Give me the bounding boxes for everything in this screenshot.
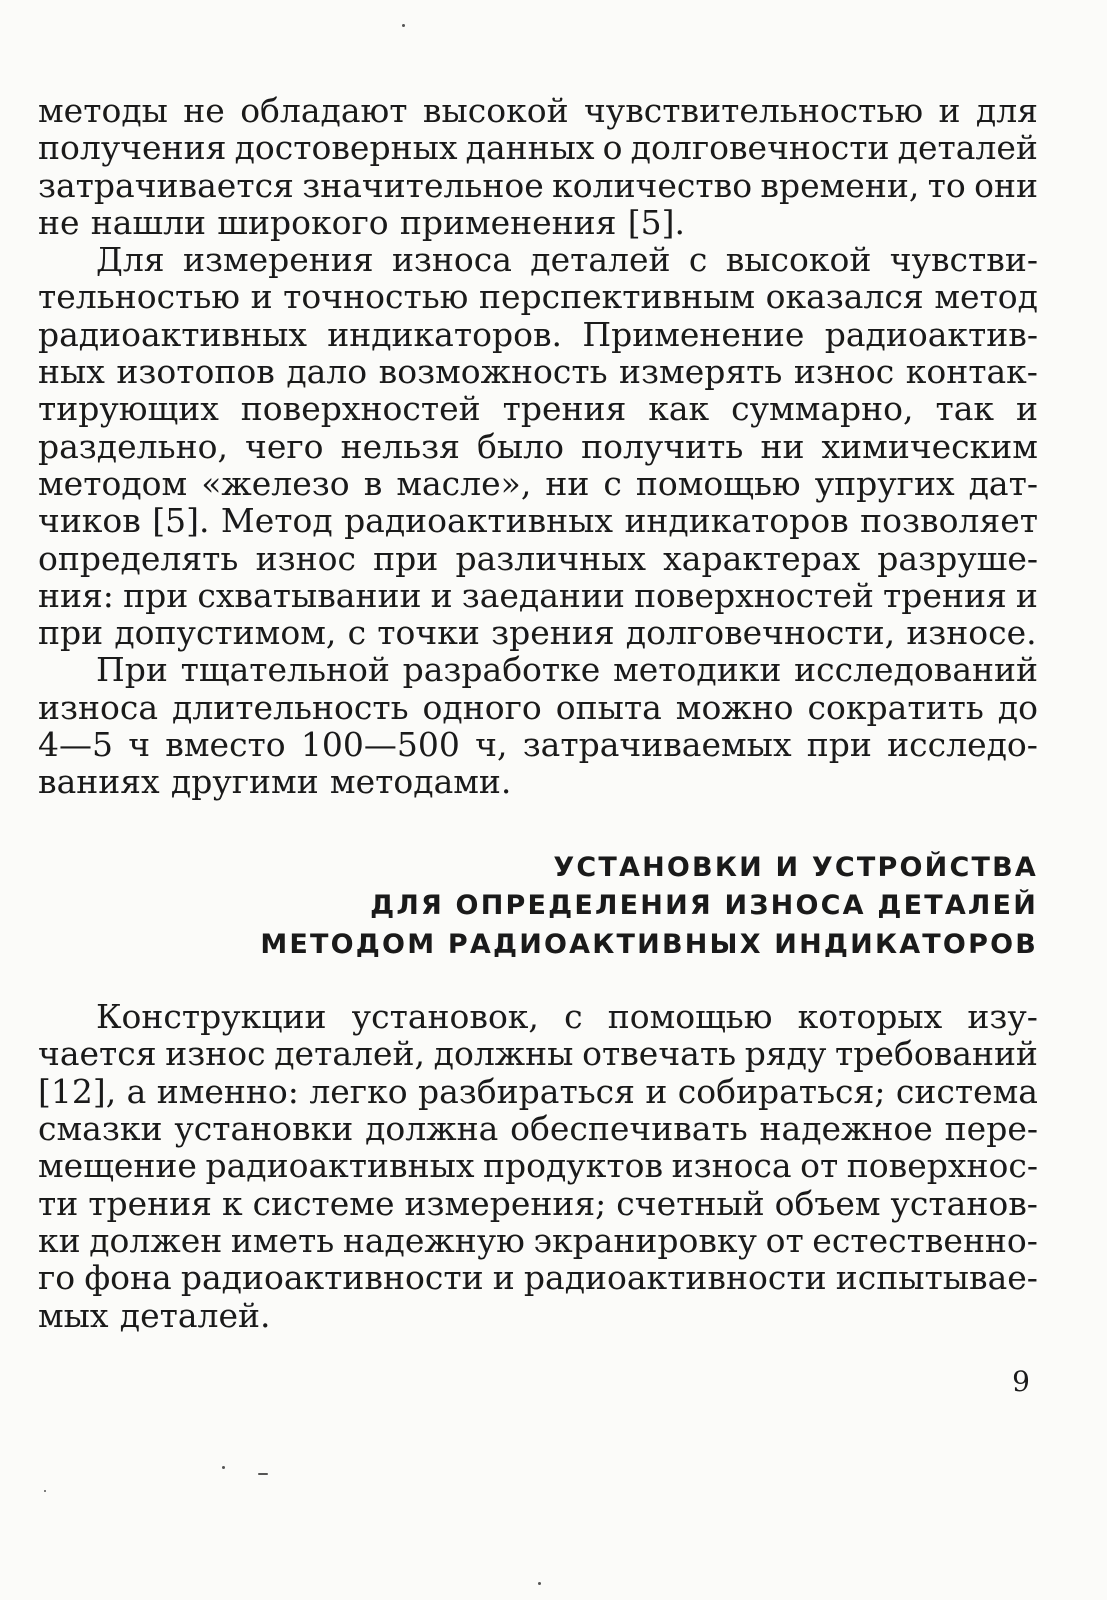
word: применения (399, 202, 617, 242)
word: получения (38, 128, 227, 168)
word: для (975, 91, 1038, 130)
text-line (38, 316, 1038, 353)
word: методики (613, 650, 782, 690)
word: отвечать (582, 1034, 737, 1074)
word: долговечности, (625, 613, 896, 653)
word: количество (552, 165, 753, 205)
word: Метод (220, 501, 333, 541)
word: установки (174, 1109, 354, 1149)
word: деталей, (274, 1034, 425, 1074)
word: система (895, 1071, 1038, 1111)
word: чиков (38, 501, 141, 541)
word: деталей. (119, 1295, 271, 1335)
word: сократить (807, 687, 984, 727)
word: методами. (329, 762, 512, 802)
word: как (648, 389, 710, 429)
text-line (38, 726, 1038, 763)
word: и (1015, 389, 1038, 429)
word: мых (38, 1295, 109, 1335)
text-line (38, 465, 1038, 502)
word: затрачиваемых (522, 725, 792, 765)
word: смазки (38, 1109, 163, 1149)
word: радиоактивных (205, 1146, 475, 1186)
word: о (602, 128, 623, 168)
text-line (38, 998, 1038, 1035)
word: характерах (663, 538, 861, 578)
text-line (38, 1297, 1038, 1334)
word: значительное (302, 165, 544, 205)
word: собираться; (677, 1071, 886, 1111)
word: с (347, 613, 367, 653)
text-line (38, 353, 1038, 390)
word: помощью (607, 997, 773, 1037)
word: схватывании (197, 575, 422, 615)
word: ч, (475, 725, 508, 765)
word: и (430, 575, 453, 615)
paragraph (38, 651, 1038, 800)
word: обладают (240, 91, 408, 130)
word: тщательной (180, 650, 390, 690)
word: при (373, 538, 439, 578)
paragraph (38, 92, 1038, 241)
word: возможность (378, 352, 608, 392)
word: нельзя (340, 426, 460, 466)
word: разработке (402, 650, 601, 690)
word: с (564, 997, 583, 1037)
text-line (38, 204, 1038, 241)
word: износа (391, 240, 512, 280)
word: испытывае- (835, 1258, 1038, 1298)
word: деталей (897, 128, 1038, 168)
word: Применение (582, 314, 805, 354)
word: до (997, 687, 1038, 727)
word: экранировку (533, 1220, 757, 1260)
word: ряду (744, 1034, 827, 1074)
word: высокой (725, 240, 872, 280)
word: износе. (906, 613, 1037, 653)
word: от (800, 1146, 839, 1186)
text-line (38, 1147, 1038, 1184)
word: измерять (619, 352, 783, 392)
word: изу- (967, 997, 1038, 1037)
word: было (477, 426, 564, 466)
page-body (38, 92, 1038, 1334)
word: позволяет (860, 501, 1038, 541)
word: допустимом, (114, 613, 337, 653)
word: счетный (616, 1183, 765, 1223)
word: методом (38, 463, 188, 503)
text-line (38, 540, 1038, 577)
word: и (645, 1071, 668, 1111)
word: не (38, 202, 80, 242)
word: упругих (814, 463, 955, 503)
word: точностью (283, 277, 469, 317)
text-line (38, 129, 1038, 166)
word: вместо (165, 725, 286, 765)
word: и (1015, 575, 1038, 615)
word: износ (255, 538, 356, 578)
word: ти (38, 1183, 79, 1223)
word: радиоактивности (523, 1258, 827, 1298)
word: ни (545, 463, 590, 503)
word: нашли (90, 202, 207, 242)
scan-speck (402, 24, 405, 27)
word: индикаторов (624, 501, 849, 541)
word: мещение (38, 1146, 197, 1186)
word: и (250, 277, 273, 317)
word: ваниях (38, 762, 160, 802)
word: исследований (794, 650, 1038, 690)
word: износ (165, 1034, 266, 1074)
text-line (38, 689, 1038, 726)
page-number: 9 (1012, 1365, 1030, 1398)
text-line (38, 390, 1038, 427)
word: износа (38, 687, 159, 727)
word: они (974, 165, 1038, 205)
word: радиоактив- (824, 314, 1038, 354)
word: Для (96, 240, 165, 280)
word: радиоактивных (344, 501, 614, 541)
paragraph (38, 998, 1038, 1334)
word: разруше- (877, 538, 1038, 578)
text-line (38, 763, 1038, 800)
word: трения (883, 575, 1007, 615)
word: тельностью (38, 277, 241, 317)
word: получить (581, 426, 744, 466)
word: радиоактивности (180, 1258, 484, 1298)
text-section-bottom (38, 998, 1038, 1334)
word: надежное (759, 1109, 933, 1149)
word: обеспечивать (510, 1109, 748, 1149)
word: продуктов (482, 1146, 664, 1186)
word: заедании (461, 575, 625, 615)
word: которых (797, 997, 943, 1037)
word: суммарно, (731, 389, 914, 429)
word: [5]. (627, 202, 685, 242)
text-line (38, 651, 1038, 688)
word: широкого (217, 202, 389, 242)
word: дало (286, 352, 368, 392)
word: разбираться (418, 1071, 635, 1111)
heading-line: МЕТОДОМ РАДИОАКТИВНЫХ ИНДИКАТОРОВ (260, 928, 1038, 960)
word: ния: (38, 575, 114, 615)
word: фона (84, 1258, 172, 1298)
word: Конструкции (96, 997, 327, 1037)
word: измерения; (404, 1183, 607, 1223)
text-line (38, 502, 1038, 539)
word: [12], (38, 1071, 117, 1111)
text-line (38, 1222, 1038, 1259)
word: именно: (156, 1071, 299, 1111)
word: установ- (890, 1183, 1038, 1223)
word: при (123, 575, 189, 615)
word: ни (760, 426, 805, 466)
text-line (38, 1110, 1038, 1147)
word: можно (675, 687, 794, 727)
word: иметь (230, 1220, 335, 1260)
word: поверхностей (240, 389, 481, 429)
text-line (38, 167, 1038, 204)
text-line (38, 241, 1038, 278)
word: изотопов (116, 352, 275, 392)
word: чувстви- (889, 240, 1038, 280)
word: измерения (182, 240, 374, 280)
word: поверхностей (634, 575, 874, 615)
word: с (688, 240, 708, 280)
word: чается (38, 1034, 157, 1074)
word: ных (38, 352, 105, 392)
word: определять (38, 538, 239, 578)
word: и (938, 91, 961, 130)
word: оказался (765, 277, 924, 317)
paragraph (38, 241, 1038, 651)
word: метод (934, 277, 1038, 317)
text-section-top (38, 92, 1038, 801)
word: так (935, 389, 995, 429)
word: с (603, 463, 622, 503)
text-line (38, 278, 1038, 315)
word: надежную (342, 1220, 525, 1260)
word: к (221, 1183, 243, 1223)
word: тирующих (38, 389, 219, 429)
word: чувствительностью (583, 91, 924, 130)
word: При (96, 650, 168, 690)
word: то (927, 165, 966, 205)
text-line (38, 1073, 1038, 1110)
section-heading (38, 849, 1038, 965)
word: требований (835, 1034, 1038, 1074)
text-line (38, 614, 1038, 651)
word: естественно- (812, 1220, 1038, 1260)
word: поверхнос- (846, 1146, 1038, 1186)
word: износ (793, 352, 895, 392)
word: перспективным (479, 277, 756, 317)
word: другими (170, 762, 319, 802)
word: установок, (351, 997, 539, 1037)
word: помощью (635, 463, 801, 503)
word: при (806, 725, 872, 765)
word: раздельно, (38, 426, 228, 466)
heading-line: ДЛЯ ОПРЕДЕЛЕНИЯ ИЗНОСА ДЕТАЛЕЙ (370, 890, 1038, 922)
scan-speck (258, 1473, 268, 1475)
word: не (183, 91, 225, 130)
word: методы (38, 91, 168, 130)
word: в (363, 463, 383, 503)
word: го (38, 1258, 76, 1298)
text-line (38, 577, 1038, 614)
text-line (38, 1035, 1038, 1072)
word: химическим (821, 426, 1038, 466)
word: должен (89, 1220, 223, 1260)
word: дат- (968, 463, 1038, 503)
scan-speck (44, 1490, 46, 1492)
word: зрения (491, 613, 615, 653)
word: индикаторов. (327, 314, 563, 354)
word: а (126, 1071, 147, 1111)
word: радиоактивных (38, 314, 307, 354)
word: 100—500 (300, 725, 460, 765)
text-line (38, 1259, 1038, 1296)
word: масле», (396, 463, 532, 503)
word: должна (365, 1109, 499, 1149)
word: высокой (422, 91, 569, 130)
text-line (38, 428, 1038, 465)
word: ч (128, 725, 151, 765)
word: чего (245, 426, 324, 466)
scan-speck (538, 1582, 541, 1585)
word: контак- (905, 352, 1038, 392)
text-line (38, 92, 1038, 129)
word: времени, (760, 165, 920, 205)
word: ки (38, 1220, 81, 1260)
word: различных (455, 538, 646, 578)
word: длительность (172, 687, 409, 727)
word: и (492, 1258, 515, 1298)
word: данных (465, 128, 595, 168)
word: деталей (530, 240, 671, 280)
text-line (38, 1185, 1038, 1222)
word: при (38, 613, 104, 653)
word: достоверных (234, 128, 458, 168)
word: трения (502, 389, 627, 429)
word: пере- (944, 1109, 1038, 1149)
heading-line: УСТАНОВКИ И УСТРОЙСТВА (553, 851, 1038, 883)
word: трения (88, 1183, 212, 1223)
word: опыта (555, 687, 662, 727)
word: одного (422, 687, 542, 727)
word: от (765, 1220, 804, 1260)
word: системе (252, 1183, 395, 1223)
word: исследо- (887, 725, 1038, 765)
word: долговечности (630, 128, 890, 168)
word: износа (671, 1146, 792, 1186)
scan-speck (222, 1466, 225, 1469)
word: должны (433, 1034, 574, 1074)
word: затрачивается (38, 165, 294, 205)
word: легко (309, 1071, 408, 1111)
word: точки (377, 613, 480, 653)
word: 4—5 (38, 725, 113, 765)
word: «железо (201, 463, 350, 503)
word: [5]. (152, 501, 210, 541)
word: объем (774, 1183, 881, 1223)
